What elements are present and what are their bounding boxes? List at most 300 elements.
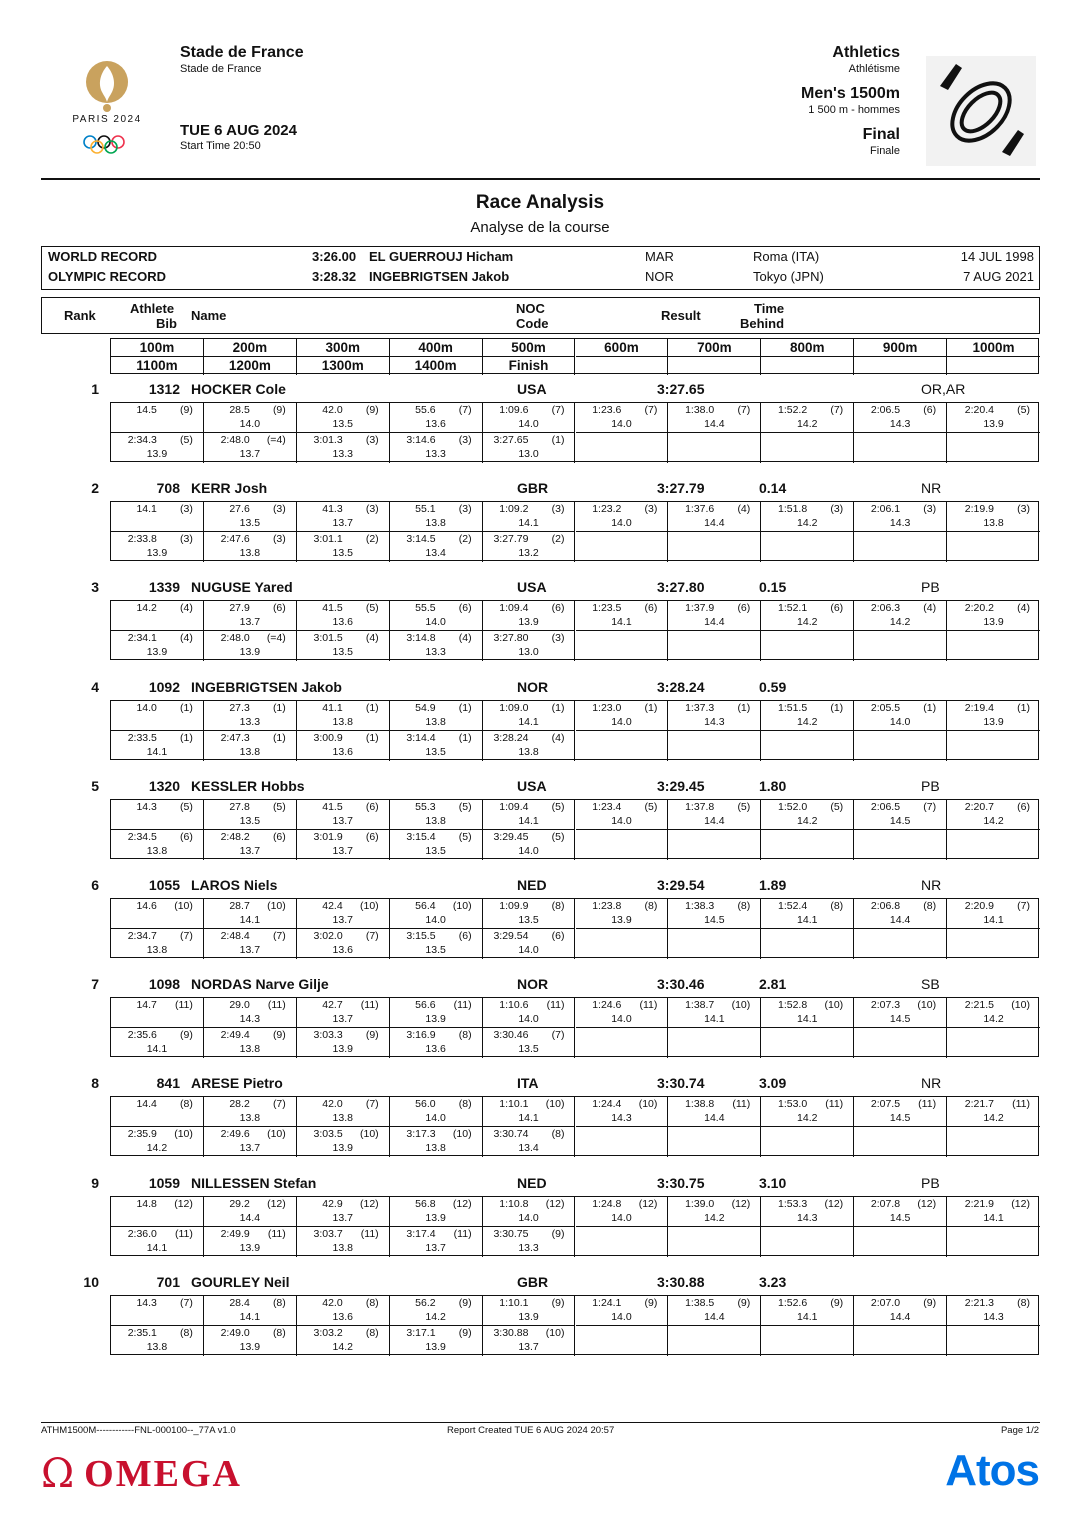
split-time: 2:48.4 [220,930,250,942]
split-grid [110,997,1039,1057]
split-label-lap2 [854,357,947,375]
split-cell [204,998,297,1028]
split-label-lap2 [761,357,854,375]
split-position: (8) [830,900,844,912]
split-cell [761,1097,854,1127]
lap-time: 13.8 [425,814,446,827]
split-position: (12) [731,1197,751,1210]
lap-time: 14.1 [518,715,539,728]
lap-time: 13.9 [332,1142,353,1155]
split-position: (8) [923,900,937,912]
split-cell [947,701,1040,731]
split-time: 2:49.9 [220,1227,250,1240]
split-cell [854,403,947,433]
split-cell [576,433,669,463]
split-position: (10) [360,1128,379,1141]
split-cell [483,601,576,631]
split-time: 2:05.5 [870,701,901,714]
lap-time: 13.5 [239,517,261,530]
lap-time: 14.0 [611,1211,632,1224]
split-position: (8) [551,1128,565,1141]
lap-time: 14.2 [704,1211,725,1224]
split-time: 3:15.5 [406,930,436,942]
athlete-row [0,679,1080,697]
lap-time: 13.8 [146,944,168,956]
split-cell [483,1097,576,1127]
split-label: 700m [668,339,761,357]
split-time: 2:21.3 [964,1296,994,1309]
record-holder: INGEBRIGTSEN Jakob [369,269,510,284]
lap-time: 13.5 [518,1043,539,1056]
split-cell [390,701,483,731]
paris-2024-logo [62,58,152,158]
split-time: 1:23.5 [592,602,622,615]
athlete-name: INGEBRIGTSEN Jakob [191,678,342,695]
split-time: 3:03.7 [313,1227,343,1240]
athlete-time-behind: 0.59 [759,678,787,695]
lap-time: 13.8 [332,1241,353,1254]
split-time: 56.8 [415,1197,436,1210]
split-position: (1) [1017,701,1030,714]
split-time: 3:01.5 [313,632,343,645]
records-box [41,246,1040,290]
lap-time: 13.0 [518,646,539,659]
split-cell [761,631,854,661]
split-cell [947,830,1040,860]
split-cell [947,929,1040,959]
split-cell [483,929,576,959]
split-position: (8) [551,900,565,912]
athlete-row [0,976,1080,994]
split-time: 28.7 [229,900,250,912]
split-time: 3:00.9 [313,731,343,744]
split-position: (11) [918,1098,937,1111]
split-position: (9) [180,1029,193,1042]
split-cell [668,929,761,959]
split-time: 3:29.45 [493,830,529,843]
split-cell [576,1097,669,1127]
split-cell [111,403,204,433]
lap-time: 14.2 [983,1013,1004,1026]
record-noc: NOR [645,269,674,284]
split-cell [204,631,297,661]
split-position: (11) [1012,1098,1030,1111]
split-cell [483,1127,576,1157]
split-cell [854,701,947,731]
split-position: (8) [644,900,658,912]
split-time: 27.9 [229,602,250,615]
athlete-bib: 1339 [148,579,180,596]
split-cell [668,731,761,761]
split-time: 1:09.9 [499,900,529,912]
lap-time: 14.0 [239,418,261,430]
athlete-rank: 2 [91,480,99,497]
athlete-record-badge: NR [921,877,942,893]
split-cell [668,899,761,929]
split-time: 1:09.2 [499,503,529,516]
split-position: (6) [1017,800,1030,813]
split-cell [297,601,390,631]
split-cell [390,899,483,929]
lap-time: 14.5 [889,814,911,827]
athlete-time-behind: 1.89 [759,877,787,893]
split-position: (9) [923,1296,937,1309]
split-cell [297,502,390,532]
split-position: (5) [180,800,193,813]
split-cell [576,631,669,661]
split-position: (1) [272,731,286,744]
athlete-result: 3:27.79 [657,480,705,497]
split-cell [947,532,1040,562]
lap-time: 13.5 [332,646,353,659]
split-cell [668,1296,761,1326]
split-position: (=4) [266,434,286,446]
split-position: (1) [180,731,193,744]
split-cell [483,1197,576,1227]
lap-time: 14.2 [889,616,911,629]
split-position: (11) [360,1227,379,1240]
athlete-noc: USA [517,777,547,794]
athlete-rank: 6 [91,877,99,893]
split-cell [204,701,297,731]
split-cell [947,1028,1040,1058]
split-position: (1) [737,701,751,714]
split-time: 1:52.8 [777,999,808,1012]
lap-time: 13.9 [983,418,1004,430]
split-position: (4) [1017,602,1030,615]
split-time: 14.1 [136,503,157,516]
lap-time: 14.2 [983,1112,1004,1125]
split-cell [390,998,483,1028]
lap-time: 13.8 [332,1112,353,1125]
split-position: (11) [267,1227,286,1240]
split-time: 29.2 [229,1197,250,1210]
page-number: Page 1/2 [1000,1425,1039,1436]
split-position: (11) [639,999,658,1012]
split-cell [761,433,854,463]
record-label: OLYMPIC RECORD [48,269,166,284]
lap-time: 14.1 [239,914,261,926]
lap-time: 13.9 [146,448,168,460]
split-time: 55.3 [415,800,436,813]
athlete-name: NUGUSE Yared [191,579,293,596]
split-position: (6) [644,602,658,615]
athlete-name: NORDAS Narve Gilje [191,976,329,993]
split-position: (11) [825,1098,844,1111]
split-time: 2:20.9 [964,900,994,912]
athlete-time-behind: 3.10 [759,1174,787,1191]
split-position: (1) [830,701,844,714]
lap-time: 14.1 [983,914,1004,926]
split-cell [576,701,669,731]
lap-time: 13.7 [239,616,261,629]
split-time: 2:35.1 [127,1326,157,1339]
split-cell [483,1227,576,1257]
split-time: 3:27.65 [493,434,529,446]
lap-time: 13.3 [425,646,446,659]
split-time: 3:17.1 [406,1326,436,1339]
phase-name-fr: Finale [870,145,900,157]
split-time: 1:39.0 [685,1197,715,1210]
split-position: (10) [545,1098,565,1111]
split-time: 2:06.8 [870,900,901,912]
split-cell [483,701,576,731]
split-time: 3:30.75 [493,1227,529,1240]
split-time: 2:20.2 [964,602,994,615]
split-cell [390,1326,483,1356]
split-position: (11) [174,999,193,1012]
lap-time: 14.3 [611,1112,632,1125]
split-time: 1:37.9 [685,602,715,615]
split-cell [111,433,204,463]
lap-time: 13.9 [611,914,632,926]
athlete-time-behind: 0.15 [759,579,787,596]
athlete-rank: 1 [91,381,99,397]
athlete-time-behind: 0.14 [759,480,787,497]
split-position: (6) [458,602,472,615]
split-cell [297,1127,390,1157]
col-time: Time [754,301,785,316]
split-position: (3) [644,503,658,516]
split-time: 27.8 [229,800,250,813]
split-time: 55.1 [415,503,436,516]
athlete-result: 3:27.80 [657,579,705,596]
split-label-lap2: 1300m [297,357,390,375]
split-position: (12) [452,1197,472,1210]
lap-time: 13.9 [425,1211,446,1224]
split-time: 42.0 [322,1296,343,1309]
split-position: (10) [452,1128,472,1141]
lap-time: 14.0 [518,1013,539,1026]
split-cell [483,899,576,929]
split-cell [204,601,297,631]
split-position: (7) [830,404,844,416]
split-cell [947,601,1040,631]
lap-time: 14.3 [889,418,911,430]
split-cell [111,631,204,661]
split-position: (5) [737,800,751,813]
split-position: (6) [830,602,844,615]
split-cell [761,502,854,532]
split-cell [854,1296,947,1326]
lap-time: 13.9 [518,616,539,629]
split-cell [947,403,1040,433]
split-cell [390,1197,483,1227]
athlete-result: 3:30.74 [657,1075,705,1092]
split-cell [854,631,947,661]
split-time: 1:52.0 [777,800,808,813]
lap-time: 14.1 [797,1310,818,1323]
split-position: (9) [551,1227,565,1240]
split-label-lap2 [576,357,669,375]
split-label-lap2: Finish [483,357,576,375]
split-cell [576,1197,669,1227]
split-position: (6) [272,830,286,843]
lap-time: 13.8 [425,715,446,728]
split-cell [947,731,1040,761]
split-position: (10) [1011,999,1030,1012]
split-cell [854,731,947,761]
lap-time: 14.0 [518,418,539,430]
lap-time: 14.4 [889,1310,911,1323]
split-cell [390,830,483,860]
athlete-bib: 841 [156,1075,180,1092]
phase-name: Final [862,126,900,143]
lap-time: 14.2 [983,814,1004,827]
athlete-record-badge: NR [921,480,942,497]
split-cell [576,1326,669,1356]
document-code: ATHM1500M------------FNL-000100--_77A v1.0 [41,1425,236,1436]
lap-time: 13.7 [332,1211,353,1224]
split-cell [111,601,204,631]
lap-time: 13.7 [425,1241,446,1254]
split-cell [854,1028,947,1058]
split-cell [947,1127,1040,1157]
athlete-row [0,381,1080,399]
split-time: 1:24.6 [592,999,622,1012]
venue-name-fr: Stade de France [180,63,262,75]
athlete-noc: NOR [517,678,549,695]
split-distance-header [110,338,1039,374]
split-time: 3:30.88 [493,1326,529,1339]
split-time: 14.3 [136,800,157,813]
split-cell [947,998,1040,1028]
lap-time: 13.5 [425,944,446,956]
split-cell [854,1197,947,1227]
split-label: 400m [390,339,483,357]
split-time: 1:09.4 [499,602,529,615]
athlete-noc: NED [517,877,547,893]
split-position: (9) [644,1296,658,1309]
athlete-row [0,1075,1080,1093]
split-position: (3) [458,434,472,446]
split-position: (9) [272,1029,286,1042]
split-time: 1:10.1 [499,1098,529,1111]
split-time: 1:52.4 [777,900,808,912]
split-position: (8) [458,1098,472,1111]
athletics-pictogram-icon [926,56,1036,166]
split-time: 2:21.5 [964,999,994,1012]
venue-name: Stade de France [180,44,304,61]
split-time: 3:16.9 [406,1029,436,1042]
split-grid [110,1096,1039,1156]
split-time: 1:09.0 [499,701,529,714]
split-cell [668,433,761,463]
lap-time: 13.8 [983,517,1004,530]
split-cell [204,731,297,761]
split-cell [668,701,761,731]
split-cell [483,998,576,1028]
split-position: (3) [272,533,286,546]
split-time: 3:14.8 [406,632,436,645]
split-position: (3) [830,503,844,516]
split-time: 41.5 [322,602,343,615]
split-position: (7) [551,1029,565,1042]
lap-time: 14.3 [797,1211,818,1224]
split-cell [297,1296,390,1326]
split-position: (9) [365,1029,379,1042]
split-cell [854,601,947,631]
lap-time: 13.6 [332,616,353,629]
lap-time: 13.3 [332,448,353,460]
split-time: 41.1 [322,701,343,714]
split-time: 42.4 [322,900,343,912]
lap-time: 13.3 [518,1241,539,1254]
lap-time: 14.2 [332,1340,353,1353]
lap-time: 13.7 [332,814,353,827]
split-cell [297,701,390,731]
split-cell [854,433,947,463]
split-time: 2:49.4 [220,1029,250,1042]
split-time: 3:01.1 [313,533,343,546]
split-cell [761,403,854,433]
split-grid [110,501,1039,561]
omega-symbol-icon: Ω [41,1451,75,1497]
split-position: (10) [267,900,286,912]
record-holder: EL GUERROUJ Hicham [369,249,514,264]
athlete-name: HOCKER Cole [191,381,286,397]
split-cell [668,403,761,433]
split-time: 56.6 [415,999,436,1012]
lap-time: 13.4 [425,547,446,560]
split-position: (9) [551,1296,565,1309]
split-time: 28.5 [229,404,250,416]
lap-time: 14.0 [425,914,446,926]
split-cell [668,532,761,562]
split-cell [111,502,204,532]
lap-time: 14.1 [146,745,168,758]
lap-time: 13.9 [518,1310,539,1323]
split-position: (12) [824,1197,844,1210]
split-time: 2:47.6 [220,533,250,546]
split-cell [854,998,947,1028]
split-position: (12) [638,1197,658,1210]
split-cell [111,1127,204,1157]
lap-time: 14.2 [425,1310,446,1323]
split-cell [390,731,483,761]
split-time: 1:24.4 [592,1098,622,1111]
split-cell [390,1127,483,1157]
split-position: (1) [365,701,379,714]
lap-time: 14.5 [889,1211,911,1224]
split-cell [854,830,947,860]
lap-time: 14.4 [704,1310,725,1323]
split-time: 2:49.6 [220,1128,250,1141]
split-position: (9) [272,404,286,416]
athlete-noc: GBR [517,480,549,497]
lap-time: 13.7 [239,1142,261,1155]
split-position: (2) [365,533,379,546]
split-time: 14.2 [136,602,157,615]
split-position: (1) [458,701,472,714]
col-result: Result [661,308,701,323]
split-time: 3:02.0 [313,930,343,942]
lap-time: 13.6 [332,944,353,956]
split-time: 14.0 [136,701,157,714]
split-time: 1:37.6 [685,503,715,516]
split-position: (1) [272,701,286,714]
split-time: 2:07.0 [870,1296,901,1309]
split-cell [483,631,576,661]
split-time: 42.0 [322,404,343,416]
split-time: 3:03.5 [313,1128,343,1141]
split-cell [204,899,297,929]
lap-time: 14.5 [704,914,725,926]
split-position: (7) [644,404,658,416]
split-position: (8) [180,1326,193,1339]
split-cell [483,1326,576,1356]
split-time: 2:49.0 [220,1326,250,1339]
